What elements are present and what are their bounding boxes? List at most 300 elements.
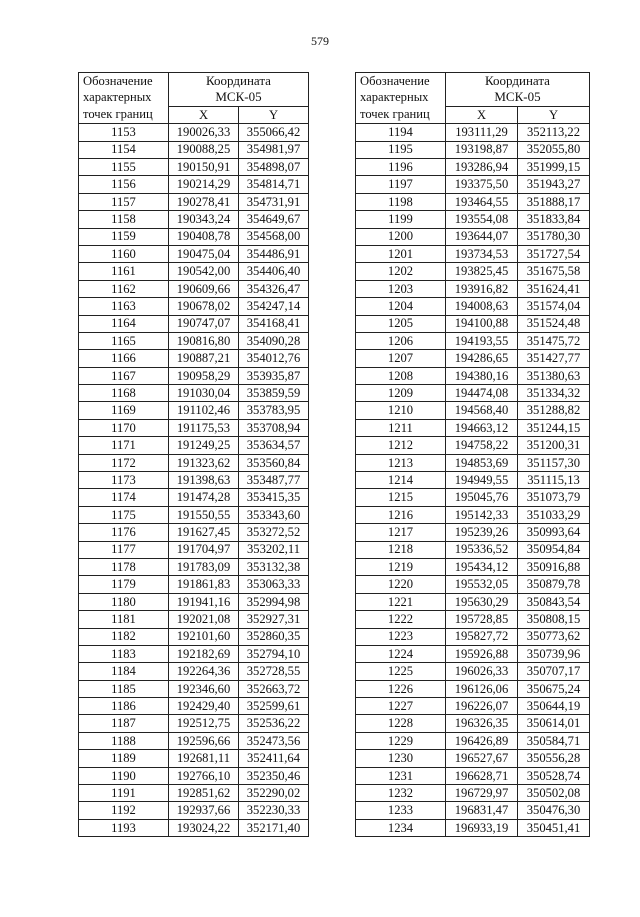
y-value-cell: 351157,30 (518, 454, 590, 471)
y-value-cell: 350879,78 (518, 576, 590, 593)
x-value-cell: 195728,85 (446, 611, 518, 628)
x-value-cell: 191398,63 (169, 472, 239, 489)
table-row (356, 419, 590, 436)
x-value-cell: 190958,29 (169, 367, 239, 384)
table-row (356, 628, 590, 645)
x-value-cell: 194474,08 (446, 385, 518, 402)
point-number-cell: 1194 (356, 124, 446, 141)
y-value-cell: 351334,32 (518, 385, 590, 402)
table-row (79, 211, 309, 228)
point-number-cell: 1217 (356, 524, 446, 541)
point-number-cell: 1192 (79, 802, 169, 819)
table-row (356, 367, 590, 384)
point-number-cell: 1227 (356, 698, 446, 715)
point-number-cell: 1229 (356, 732, 446, 749)
x-value-cell: 190678,02 (169, 298, 239, 315)
header-x: X (446, 106, 518, 123)
x-value-cell: 191249,25 (169, 437, 239, 454)
point-number-cell: 1201 (356, 245, 446, 262)
x-value-cell: 192021,08 (169, 611, 239, 628)
x-value-cell: 191175,53 (169, 419, 239, 436)
x-value-cell: 190214,29 (169, 176, 239, 193)
table-row (79, 767, 309, 784)
x-value-cell: 195630,29 (446, 593, 518, 610)
x-value-cell: 196426,89 (446, 732, 518, 749)
x-value-cell: 194100,88 (446, 315, 518, 332)
header-y: Y (518, 106, 590, 123)
header-label-line: характерных (83, 90, 152, 105)
table-row (356, 332, 590, 349)
x-value-cell: 192264,36 (169, 663, 239, 680)
x-value-cell: 190026,33 (169, 124, 239, 141)
x-value-cell: 194568,40 (446, 402, 518, 419)
y-value-cell: 352794,10 (239, 645, 309, 662)
x-value-cell: 195434,12 (446, 558, 518, 575)
point-number-cell: 1184 (79, 663, 169, 680)
page-number: 579 (311, 34, 329, 48)
y-value-cell: 352536,22 (239, 715, 309, 732)
point-number-cell: 1225 (356, 663, 446, 680)
y-value-cell: 351524,48 (518, 315, 590, 332)
table-row (79, 750, 309, 767)
point-number-cell: 1166 (79, 350, 169, 367)
x-value-cell: 190475,04 (169, 245, 239, 262)
point-number-cell: 1213 (356, 454, 446, 471)
y-value-cell: 351780,30 (518, 228, 590, 245)
table-row (356, 680, 590, 697)
table-row (356, 176, 590, 193)
x-value-cell: 193111,29 (446, 124, 518, 141)
table-row (79, 680, 309, 697)
y-value-cell: 352860,35 (239, 628, 309, 645)
point-number-cell: 1191 (79, 785, 169, 802)
point-number-cell: 1231 (356, 767, 446, 784)
point-number-cell: 1198 (356, 193, 446, 210)
point-number-cell: 1163 (79, 298, 169, 315)
y-value-cell: 354326,47 (239, 280, 309, 297)
x-value-cell: 196729,97 (446, 785, 518, 802)
table-row (356, 454, 590, 471)
x-value-cell: 194008,63 (446, 298, 518, 315)
point-number-cell: 1221 (356, 593, 446, 610)
table-row (79, 158, 309, 175)
x-value-cell: 192596,66 (169, 732, 239, 749)
point-number-cell: 1158 (79, 211, 169, 228)
table-row (79, 732, 309, 749)
x-value-cell: 193825,45 (446, 263, 518, 280)
table-row (356, 732, 590, 749)
y-value-cell: 351624,41 (518, 280, 590, 297)
x-value-cell: 191704,97 (169, 541, 239, 558)
table-row (356, 158, 590, 175)
x-value-cell: 191861,83 (169, 576, 239, 593)
point-number-cell: 1202 (356, 263, 446, 280)
point-number-cell: 1232 (356, 785, 446, 802)
y-value-cell: 351475,72 (518, 332, 590, 349)
y-value-cell: 355066,42 (239, 124, 309, 141)
table-row (79, 454, 309, 471)
table-row (79, 802, 309, 819)
header-coordinate (169, 73, 309, 107)
x-value-cell: 196326,35 (446, 715, 518, 732)
x-value-cell: 196226,07 (446, 698, 518, 715)
table-row (356, 385, 590, 402)
x-value-cell: 196126,06 (446, 680, 518, 697)
table-row (356, 663, 590, 680)
table-row (79, 558, 309, 575)
point-number-cell: 1171 (79, 437, 169, 454)
point-number-cell: 1195 (356, 141, 446, 158)
y-value-cell: 353487,77 (239, 472, 309, 489)
table-row (79, 298, 309, 315)
table-row (79, 124, 309, 141)
y-value-cell: 353935,87 (239, 367, 309, 384)
x-value-cell: 193375,50 (446, 176, 518, 193)
y-value-cell: 350476,30 (518, 802, 590, 819)
y-value-cell: 354898,07 (239, 158, 309, 175)
y-value-cell: 352927,31 (239, 611, 309, 628)
table-row (356, 767, 590, 784)
x-value-cell: 192937,66 (169, 802, 239, 819)
x-value-cell: 191323,62 (169, 454, 239, 471)
table-row (79, 402, 309, 419)
y-value-cell: 351999,15 (518, 158, 590, 175)
table-row (79, 489, 309, 506)
point-number-cell: 1200 (356, 228, 446, 245)
table-row (79, 176, 309, 193)
table-row (79, 228, 309, 245)
table-row (79, 715, 309, 732)
x-value-cell: 190609,66 (169, 280, 239, 297)
x-value-cell: 196933,19 (446, 819, 518, 836)
y-value-cell: 350707,17 (518, 663, 590, 680)
table-row (356, 645, 590, 662)
y-value-cell: 353272,52 (239, 524, 309, 541)
table-row (356, 402, 590, 419)
table-row (356, 315, 590, 332)
y-value-cell: 352171,40 (239, 819, 309, 836)
y-value-cell: 353783,95 (239, 402, 309, 419)
table-row (356, 576, 590, 593)
table-row (356, 524, 590, 541)
header-point-label (79, 73, 169, 124)
header-coord-line: МСК-05 (494, 89, 541, 105)
table-row (79, 350, 309, 367)
point-number-cell: 1219 (356, 558, 446, 575)
point-number-cell: 1203 (356, 280, 446, 297)
x-value-cell: 190278,41 (169, 193, 239, 210)
point-number-cell: 1178 (79, 558, 169, 575)
x-value-cell: 191941,16 (169, 593, 239, 610)
table-row (79, 367, 309, 384)
x-value-cell: 196527,67 (446, 750, 518, 767)
y-value-cell: 350502,08 (518, 785, 590, 802)
header-coordinate (446, 73, 590, 107)
table-row (356, 141, 590, 158)
y-value-cell: 353708,94 (239, 419, 309, 436)
x-value-cell: 193644,07 (446, 228, 518, 245)
table-row (79, 541, 309, 558)
point-number-cell: 1207 (356, 350, 446, 367)
table-row (79, 576, 309, 593)
y-value-cell: 354168,41 (239, 315, 309, 332)
table-row (79, 785, 309, 802)
point-number-cell: 1230 (356, 750, 446, 767)
point-number-cell: 1180 (79, 593, 169, 610)
y-value-cell: 351033,29 (518, 506, 590, 523)
point-number-cell: 1220 (356, 576, 446, 593)
y-value-cell: 352290,02 (239, 785, 309, 802)
y-value-cell: 351244,15 (518, 419, 590, 436)
y-value-cell: 351288,82 (518, 402, 590, 419)
x-value-cell: 192346,60 (169, 680, 239, 697)
table-row (79, 645, 309, 662)
x-value-cell: 196628,71 (446, 767, 518, 784)
y-value-cell: 350916,88 (518, 558, 590, 575)
x-value-cell: 191474,28 (169, 489, 239, 506)
table-row (356, 750, 590, 767)
y-value-cell: 350773,62 (518, 628, 590, 645)
y-value-cell: 353343,60 (239, 506, 309, 523)
point-number-cell: 1156 (79, 176, 169, 193)
table-row (79, 332, 309, 349)
point-number-cell: 1169 (79, 402, 169, 419)
y-value-cell: 350528,74 (518, 767, 590, 784)
x-value-cell: 191030,04 (169, 385, 239, 402)
y-value-cell: 351888,17 (518, 193, 590, 210)
table-row (356, 124, 590, 141)
y-value-cell: 354568,00 (239, 228, 309, 245)
table-row (79, 263, 309, 280)
y-value-cell: 351200,31 (518, 437, 590, 454)
table-row (356, 211, 590, 228)
x-value-cell: 195532,05 (446, 576, 518, 593)
x-value-cell: 195045,76 (446, 489, 518, 506)
point-number-cell: 1172 (79, 454, 169, 471)
x-value-cell: 195926,88 (446, 645, 518, 662)
point-number-cell: 1179 (79, 576, 169, 593)
table-row (79, 628, 309, 645)
point-number-cell: 1157 (79, 193, 169, 210)
table-row (79, 193, 309, 210)
point-number-cell: 1175 (79, 506, 169, 523)
table-row (79, 819, 309, 836)
y-value-cell: 350614,01 (518, 715, 590, 732)
y-value-cell: 350556,28 (518, 750, 590, 767)
table-row (356, 506, 590, 523)
point-number-cell: 1177 (79, 541, 169, 558)
x-value-cell: 196831,47 (446, 802, 518, 819)
y-value-cell: 354090,28 (239, 332, 309, 349)
x-value-cell: 193554,08 (446, 211, 518, 228)
x-value-cell: 190408,78 (169, 228, 239, 245)
point-number-cell: 1224 (356, 645, 446, 662)
point-number-cell: 1228 (356, 715, 446, 732)
point-number-cell: 1167 (79, 367, 169, 384)
table-row (356, 698, 590, 715)
y-value-cell: 354012,76 (239, 350, 309, 367)
y-value-cell: 351943,27 (518, 176, 590, 193)
point-number-cell: 1223 (356, 628, 446, 645)
x-value-cell: 194853,69 (446, 454, 518, 471)
point-number-cell: 1162 (79, 280, 169, 297)
x-value-cell: 190088,25 (169, 141, 239, 158)
x-value-cell: 193916,82 (446, 280, 518, 297)
table-row (79, 280, 309, 297)
y-value-cell: 351115,13 (518, 472, 590, 489)
y-value-cell: 352728,55 (239, 663, 309, 680)
y-value-cell: 350843,54 (518, 593, 590, 610)
point-number-cell: 1233 (356, 802, 446, 819)
x-value-cell: 192766,10 (169, 767, 239, 784)
x-value-cell: 192429,40 (169, 698, 239, 715)
table-body-right (356, 124, 590, 837)
y-value-cell: 354731,91 (239, 193, 309, 210)
x-value-cell: 192101,60 (169, 628, 239, 645)
table-row (356, 298, 590, 315)
point-number-cell: 1164 (79, 315, 169, 332)
header-coord-line: МСК-05 (215, 89, 262, 105)
point-number-cell: 1186 (79, 698, 169, 715)
table-row (79, 245, 309, 262)
point-number-cell: 1174 (79, 489, 169, 506)
point-number-cell: 1218 (356, 541, 446, 558)
header-coord-line: Координата (485, 73, 550, 88)
table-row (356, 593, 590, 610)
y-value-cell: 350739,96 (518, 645, 590, 662)
point-number-cell: 1188 (79, 732, 169, 749)
point-number-cell: 1181 (79, 611, 169, 628)
table-row (356, 263, 590, 280)
y-value-cell: 350644,19 (518, 698, 590, 715)
table-row (356, 437, 590, 454)
x-value-cell: 192182,69 (169, 645, 239, 662)
header-point-label (356, 73, 446, 124)
table-row (79, 524, 309, 541)
point-number-cell: 1155 (79, 158, 169, 175)
table-row (79, 141, 309, 158)
y-value-cell: 353202,11 (239, 541, 309, 558)
x-value-cell: 193286,94 (446, 158, 518, 175)
header-label-line: Обозначение (360, 74, 430, 88)
table-row (356, 541, 590, 558)
y-value-cell: 352599,61 (239, 698, 309, 715)
point-number-cell: 1170 (79, 419, 169, 436)
header-coord-line: Координата (206, 73, 271, 88)
x-value-cell: 195336,52 (446, 541, 518, 558)
table-row (79, 698, 309, 715)
coordinates-table-left (78, 72, 309, 837)
table-row (356, 558, 590, 575)
table-row (356, 228, 590, 245)
y-value-cell: 352663,72 (239, 680, 309, 697)
x-value-cell: 190150,91 (169, 158, 239, 175)
point-number-cell: 1199 (356, 211, 446, 228)
point-number-cell: 1160 (79, 245, 169, 262)
point-number-cell: 1173 (79, 472, 169, 489)
point-number-cell: 1216 (356, 506, 446, 523)
y-value-cell: 353415,35 (239, 489, 309, 506)
table-row (356, 802, 590, 819)
point-number-cell: 1197 (356, 176, 446, 193)
header-label-line: Обозначение (83, 74, 153, 88)
x-value-cell: 194949,55 (446, 472, 518, 489)
y-value-cell: 353063,33 (239, 576, 309, 593)
x-value-cell: 191102,46 (169, 402, 239, 419)
y-value-cell: 350808,15 (518, 611, 590, 628)
point-number-cell: 1214 (356, 472, 446, 489)
point-number-cell: 1196 (356, 158, 446, 175)
header-label-line: точек границ (360, 106, 430, 121)
y-value-cell: 352411,64 (239, 750, 309, 767)
x-value-cell: 194380,16 (446, 367, 518, 384)
y-value-cell: 352350,46 (239, 767, 309, 784)
point-number-cell: 1176 (79, 524, 169, 541)
point-number-cell: 1159 (79, 228, 169, 245)
y-value-cell: 352055,80 (518, 141, 590, 158)
x-value-cell: 192681,11 (169, 750, 239, 767)
x-value-cell: 193024,22 (169, 819, 239, 836)
y-value-cell: 351574,04 (518, 298, 590, 315)
table-row (79, 472, 309, 489)
x-value-cell: 193464,55 (446, 193, 518, 210)
y-value-cell: 354406,40 (239, 263, 309, 280)
point-number-cell: 1226 (356, 680, 446, 697)
y-value-cell: 352230,33 (239, 802, 309, 819)
x-value-cell: 192851,62 (169, 785, 239, 802)
table-row (356, 819, 590, 836)
y-value-cell: 353859,59 (239, 385, 309, 402)
point-number-cell: 1154 (79, 141, 169, 158)
y-value-cell: 354649,67 (239, 211, 309, 228)
table-row (356, 715, 590, 732)
x-value-cell: 193734,53 (446, 245, 518, 262)
x-value-cell: 192512,75 (169, 715, 239, 732)
table-row (79, 315, 309, 332)
x-value-cell: 194286,65 (446, 350, 518, 367)
point-number-cell: 1187 (79, 715, 169, 732)
x-value-cell: 191783,09 (169, 558, 239, 575)
table-row (79, 506, 309, 523)
x-value-cell: 196026,33 (446, 663, 518, 680)
point-number-cell: 1212 (356, 437, 446, 454)
table-row (356, 611, 590, 628)
point-number-cell: 1183 (79, 645, 169, 662)
table-row (356, 280, 590, 297)
point-number-cell: 1222 (356, 611, 446, 628)
x-value-cell: 194193,55 (446, 332, 518, 349)
table-row (356, 489, 590, 506)
point-number-cell: 1209 (356, 385, 446, 402)
x-value-cell: 195239,26 (446, 524, 518, 541)
point-number-cell: 1211 (356, 419, 446, 436)
point-number-cell: 1206 (356, 332, 446, 349)
y-value-cell: 350954,84 (518, 541, 590, 558)
header-label-line: характерных (360, 90, 429, 105)
y-value-cell: 351833,84 (518, 211, 590, 228)
x-value-cell: 195827,72 (446, 628, 518, 645)
y-value-cell: 351427,77 (518, 350, 590, 367)
table-row (79, 385, 309, 402)
y-value-cell: 353634,57 (239, 437, 309, 454)
y-value-cell: 354486,91 (239, 245, 309, 262)
y-value-cell: 353132,38 (239, 558, 309, 575)
coordinates-table-right (355, 72, 590, 837)
point-number-cell: 1210 (356, 402, 446, 419)
x-value-cell: 190343,24 (169, 211, 239, 228)
point-number-cell: 1168 (79, 385, 169, 402)
point-number-cell: 1189 (79, 750, 169, 767)
